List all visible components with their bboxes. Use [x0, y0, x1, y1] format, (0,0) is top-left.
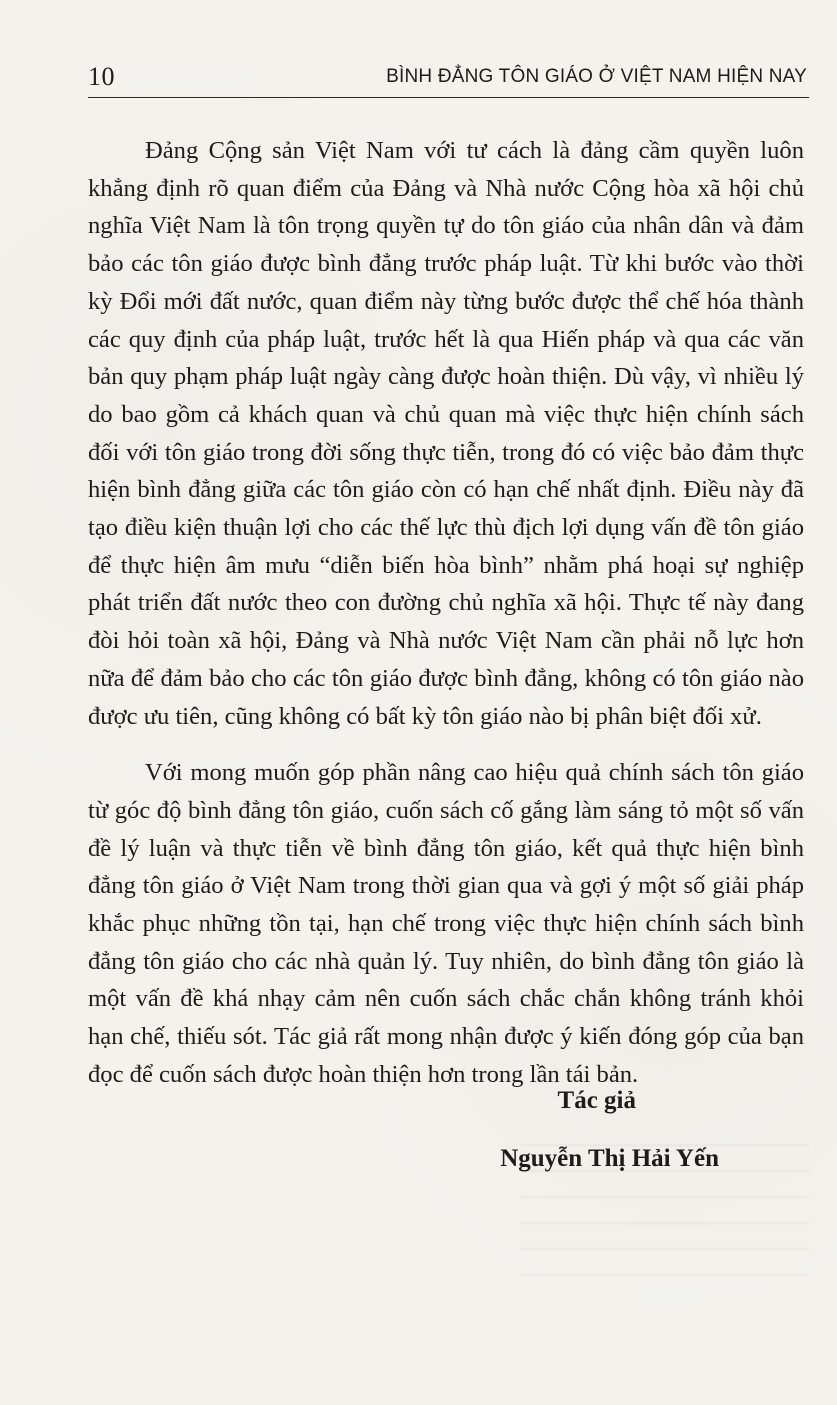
body-text	[88, 132, 804, 1094]
header-rule	[88, 97, 809, 98]
paragraph-2: Với mong muốn góp phần nâng cao hiệu quả chính sách tôn giáo từ góc độ bình đẳng tôn giáo, cuốn sách cố gắng làm sáng tỏ một số vấn đề lý luận và thực tiễn về bình đẳng tôn giáo, kết quả thực hiện bình đẳng tôn giáo ở Việt Nam trong thời gian qua và gợi ý một số giải pháp khắc phục những tồn tại, hạn chế trong việc thực hiện chính sách bình đẳng tôn giáo cho các nhà quản lý. Tuy nhiên, do bình đẳng tôn giáo là một vấn đề khá nhạy cảm nên cuốn sách chắc chắn không tránh khỏi hạn chế, thiếu sót. Tác giả rất mong nhận được ý kiến đóng góp của bạn đọc để cuốn sách được hoàn thiện hơn trong lần tái bản.	[88, 759, 804, 1088]
author-name: Nguyễn Thị Hải Yến	[500, 1145, 719, 1172]
paper-bleed-through	[520, 1120, 810, 1300]
running-title: BÌNH ĐẲNG TÔN GIÁO Ở VIỆT NAM HIỆN NAY	[386, 66, 807, 87]
paragraph-1: Đảng Cộng sản Việt Nam với tư cách là đảng cầm quyền luôn khẳng định rõ quan điểm của Đảng và Nhà nước Cộng hòa xã hội chủ nghĩa Việt Nam là tôn trọng quyền tự do tôn giáo của nhân dân và đảm bảo các tôn giáo được bình đẳng trước pháp luật. Từ khi bước vào thời kỳ Đổi mới đất nước, quan điểm này từng bước được thể chế hóa thành các quy định của pháp luật, trước hết là qua Hiến pháp và qua các văn bản quy phạm pháp luật ngày càng được hoàn thiện. Dù vậy, vì nhiều lý do bao gồm cả khách quan và chủ quan mà việc thực hiện chính sách đối với tôn giáo trong đời sống thực tiễn, trong đó có việc bảo đảm thực hiện bình đẳng giữa các tôn giáo còn có hạn chế nhất định. Điều này đã tạo điều kiện thuận lợi cho các thế lực thù địch lợi dụng vấn đề tôn giáo để thực hiện âm mưu “diễn biến hòa bình” nhằm phá hoại sự nghiệp phát triển đất nước theo con đường chủ nghĩa xã hội. Thực tế này đang đòi hỏi toàn xã hội, Đảng và Nhà nước Việt Nam cần phải nỗ lực hơn nữa để đảm bảo cho các tôn giáo được bình đẳng, không có tôn giáo nào được ưu tiên, cũng không có bất kỳ tôn giáo nào bị phân biệt đối xử.	[88, 137, 804, 730]
author-role: Tác giả	[557, 1087, 636, 1114]
page-number: 10	[88, 62, 115, 91]
